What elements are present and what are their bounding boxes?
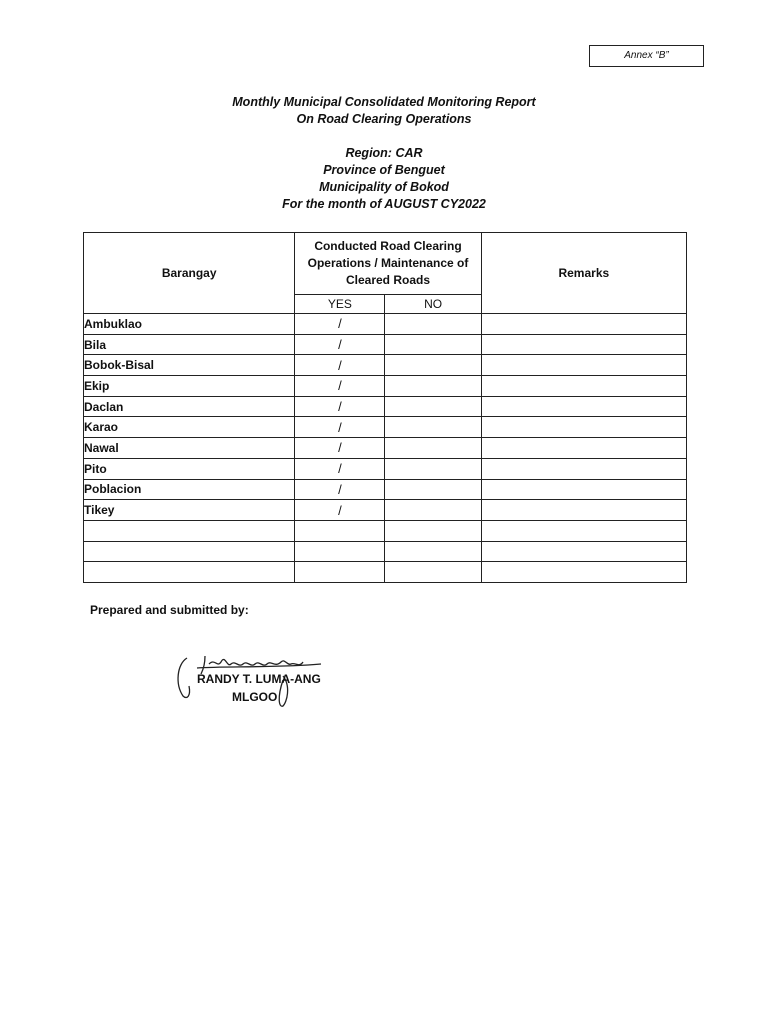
cell-barangay — [84, 541, 295, 562]
cell-no — [385, 541, 481, 562]
cell-no — [385, 334, 481, 355]
header-no: NO — [385, 295, 481, 314]
header-conducted — [295, 233, 481, 295]
cell-no — [385, 417, 481, 438]
report-title-line1: Monthly Municipal Consolidated Monitoring Report — [232, 95, 536, 109]
table-row — [84, 355, 687, 376]
cell-yes: / — [295, 396, 385, 417]
header-barangay: Barangay — [84, 233, 295, 314]
cell-yes — [295, 541, 385, 562]
table-row — [84, 396, 687, 417]
municipality-text: Municipality of Bokod — [319, 180, 449, 194]
prepared-by-label: Prepared and submitted by: — [90, 603, 249, 617]
cell-no — [385, 376, 481, 397]
cell-yes: / — [295, 376, 385, 397]
table-row — [84, 520, 687, 541]
annex-label: Annex “B” — [589, 45, 704, 67]
cell-no — [385, 520, 481, 541]
report-details — [0, 145, 768, 213]
signatory-name: RANDY T. LUMA-ANG — [197, 672, 321, 686]
report-title-line2: On Road Clearing Operations — [296, 112, 472, 126]
cell-barangay: Karao — [84, 417, 295, 438]
cell-no — [385, 438, 481, 459]
table-row — [84, 479, 687, 500]
cell-barangay — [84, 520, 295, 541]
monitoring-table — [83, 232, 687, 583]
cell-yes: / — [295, 479, 385, 500]
cell-no — [385, 314, 481, 335]
cell-remarks — [481, 396, 686, 417]
table-row — [84, 562, 687, 583]
cell-no — [385, 396, 481, 417]
table-row — [84, 458, 687, 479]
cell-barangay: Bobok-Bisal — [84, 355, 295, 376]
signatory-title: MLGOO — [232, 690, 278, 704]
cell-remarks — [481, 438, 686, 459]
cell-no — [385, 458, 481, 479]
cell-yes: / — [295, 458, 385, 479]
province-text: Province of Benguet — [323, 163, 445, 177]
header-remarks: Remarks — [481, 233, 686, 314]
cell-barangay: Pito — [84, 458, 295, 479]
cell-yes — [295, 520, 385, 541]
cell-remarks — [481, 479, 686, 500]
table-row — [84, 541, 687, 562]
cell-remarks — [481, 355, 686, 376]
cell-barangay: Nawal — [84, 438, 295, 459]
cell-no — [385, 355, 481, 376]
cell-barangay: Daclan — [84, 396, 295, 417]
table-row — [84, 314, 687, 335]
header-yes: YES — [295, 295, 385, 314]
cell-remarks — [481, 314, 686, 335]
table-row — [84, 417, 687, 438]
cell-yes: / — [295, 314, 385, 335]
cell-remarks — [481, 520, 686, 541]
cell-no — [385, 500, 481, 521]
cell-yes: / — [295, 500, 385, 521]
table-row — [84, 500, 687, 521]
cell-remarks — [481, 562, 686, 583]
cell-no — [385, 562, 481, 583]
cell-yes: / — [295, 355, 385, 376]
cell-barangay — [84, 562, 295, 583]
table-row — [84, 376, 687, 397]
cell-yes — [295, 562, 385, 583]
cell-yes: / — [295, 417, 385, 438]
cell-no — [385, 479, 481, 500]
cell-barangay: Tikey — [84, 500, 295, 521]
cell-remarks — [481, 500, 686, 521]
cell-barangay: Ambuklao — [84, 314, 295, 335]
table-body — [84, 314, 687, 583]
region-text: Region: CAR — [345, 146, 423, 160]
table-row — [84, 438, 687, 459]
table-row — [84, 334, 687, 355]
cell-barangay: Ekip — [84, 376, 295, 397]
cell-remarks — [481, 541, 686, 562]
cell-remarks — [481, 334, 686, 355]
cell-yes: / — [295, 438, 385, 459]
cell-remarks — [481, 458, 686, 479]
cell-barangay: Poblacion — [84, 479, 295, 500]
cell-barangay: Bila — [84, 334, 295, 355]
cell-yes: / — [295, 334, 385, 355]
header-conducted-text: Conducted Road Clearing Operations / Maintenance of Cleared Roads — [307, 239, 469, 287]
report-title — [0, 94, 768, 128]
cell-remarks — [481, 417, 686, 438]
period-text: For the month of AUGUST CY2022 — [282, 197, 486, 211]
cell-remarks — [481, 376, 686, 397]
